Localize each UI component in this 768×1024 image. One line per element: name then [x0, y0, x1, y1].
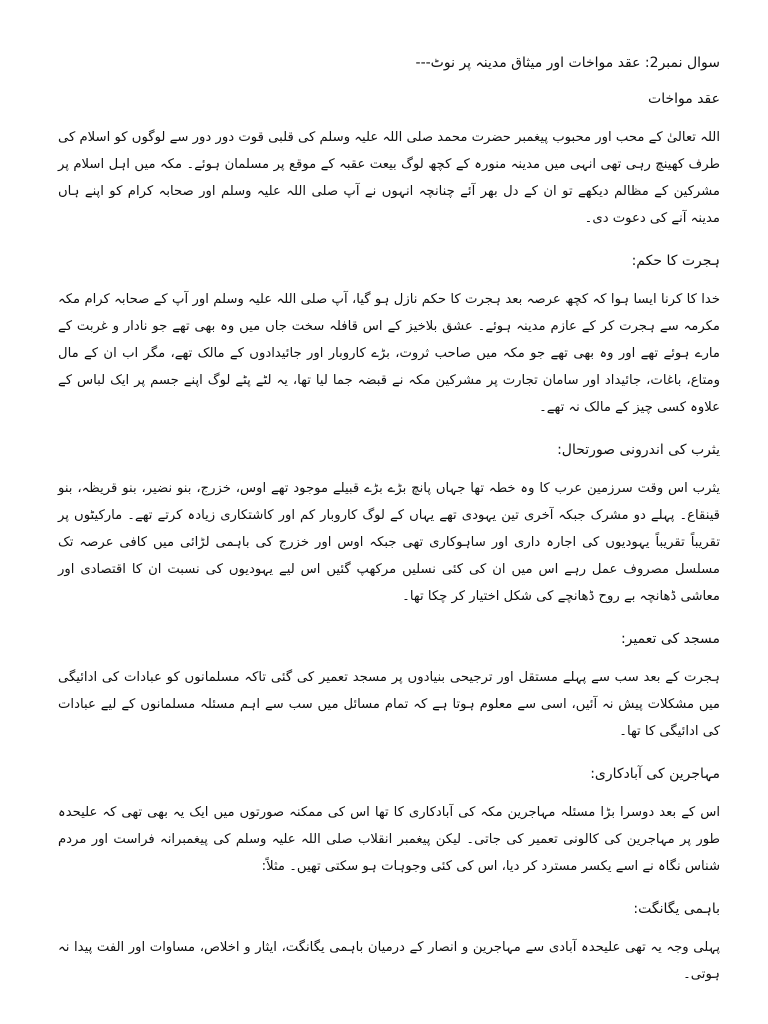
section-heading-bahmi-yaganagat: باہمی یگانگت:: [633, 901, 720, 917]
section-heading-masjid: مسجد کی تعمیر:: [620, 631, 720, 647]
document-page: [58, 40, 720, 1006]
section-heading-muhajireen: مہاجرین کی آبادکاری:: [590, 766, 720, 782]
section-body-hijrat: خدا کا کرنا ایسا ہوا کہ کچھ عرصہ بعد ہجرت کا حکم نازل ہو گیا، آپ صلی اللہ علیہ وسلم اور آپ کے صحابہ کرام مکہ مکرمہ سے ہجرت کر کے عازم مدینہ ہوئے۔ عشق بلاخیز کے اس قافلہ سخت جاں میں وہ بھی تھے جو نادار و غربت کے مارے ہوئے تھے اور وہ بھی تھے جو مکہ میں صاحب ثروت، بڑے کاروبار اور جائیدادوں کے مالک تھے، مگر اب ان کے مال ومتاع، باغات، جائیداد اور سامان تجارت پر مشرکین مکہ نے قبضہ جما لیا تھا، یہ لٹے پٹے لوگ اپنے جسم پر ایک لباس کے علاوہ کسی چیز کے مالک نہ تھے۔: [58, 292, 720, 415]
section-heading-aqd-mawakhat: عقد مواخات: [648, 91, 720, 107]
section-heading-yathrib: یثرب کی اندرونی صورتحال:: [557, 442, 720, 458]
section-body-aqd-mawakhat: اللہ تعالیٰ کے محب اور محبوب پیغمبر حضرت محمد صلی اللہ علیہ وسلم کی قلبی قوت دور دور سے لوگوں کو اسلام کی طرف کھینچ رہی تھی انہی میں مدینہ منورہ کے کچھ لوگ بیعت عقبہ کے موقع پر مسلمان ہوئے۔ مکہ میں اہل اسلام پر مشرکین کے مظالم دیکھے تو ان کے دل بھر آئے چنانچہ انہوں نے آپ صلی اللہ علیہ وسلم اور صحابہ کرام کو اپنے ہاں مدینہ آنے کی دعوت دی۔: [58, 130, 720, 226]
section-body-yathrib: یثرب اس وقت سرزمین عرب کا وہ خطہ تھا جہاں پانچ بڑے بڑے قبیلے موجود تھے اوس، خزرج، بنو نضیر، بنو قریظہ، بنو قینقاع۔ پہلے دو مشرک جبکہ آخری تین یہودی تھے یہاں کے لوگ کاروبار کم اور کاشتکاری زیادہ کرتے تھے۔ مارکیٹوں پر تقریباً تقریباً یہودیوں کی اجارہ داری اور ساہوکاری تھی جبکہ اوس اور خزرج کی باہمی لڑائی میں کافی عرصہ تک مسلسل مصروف عمل رہے اس میں ان کی کئی نسلیں مرکھپ گئیں اس لیے یہودیوں کی نسبت ان کا اقتصادی اور معاشی ڈھانچہ بے روح ڈھانچے کی شکل اختیار کر چکا تھا۔: [58, 481, 720, 604]
section-body-masjid: ہجرت کے بعد سب سے پہلے مستقل اور ترجیحی بنیادوں پر مسجد تعمیر کی گئی تاکہ مسلمانوں کو عبادات کی ادائیگی میں مشکلات پیش نہ آئیں، اسی سے معلوم ہوتا ہے کہ تمام مسائل میں سب سے اہم مسئلہ مسلمانوں کے لیے عبادات کی ادائیگی کا تھا۔: [58, 670, 720, 739]
section-body-muhajireen: اس کے بعد دوسرا بڑا مسئلہ مہاجرین مکہ کی آبادکاری کا تھا اس کی ممکنہ صورتوں میں ایک یہ بھی تھی کہ علیحدہ طور پر مہاجرین کی کالونی تعمیر کی جاتی۔ لیکن پیغمبر انقلاب صلی اللہ علیہ وسلم کی پیغمبرانہ فراست اور مردم شناس نگاہ نے اسے یکسر مسترد کر دیا، اس کی کئی وجوہات ہو سکتی تھیں۔ مثلاً:: [58, 805, 720, 874]
question-title: سوال نمبر2: عقد مواخات اور میثاق مدینہ پر نوٹ---: [415, 55, 720, 71]
section-body-bahmi-yaganagat: پہلی وجہ یہ تھی علیحدہ آبادی سے مہاجرین و انصار کے درمیان باہمی یگانگت، ایثار و اخلاص، مساوات اور الفت پیدا نہ ہوتی۔: [58, 940, 720, 982]
section-heading-hijrat: ہجرت کا حکم:: [631, 253, 720, 269]
